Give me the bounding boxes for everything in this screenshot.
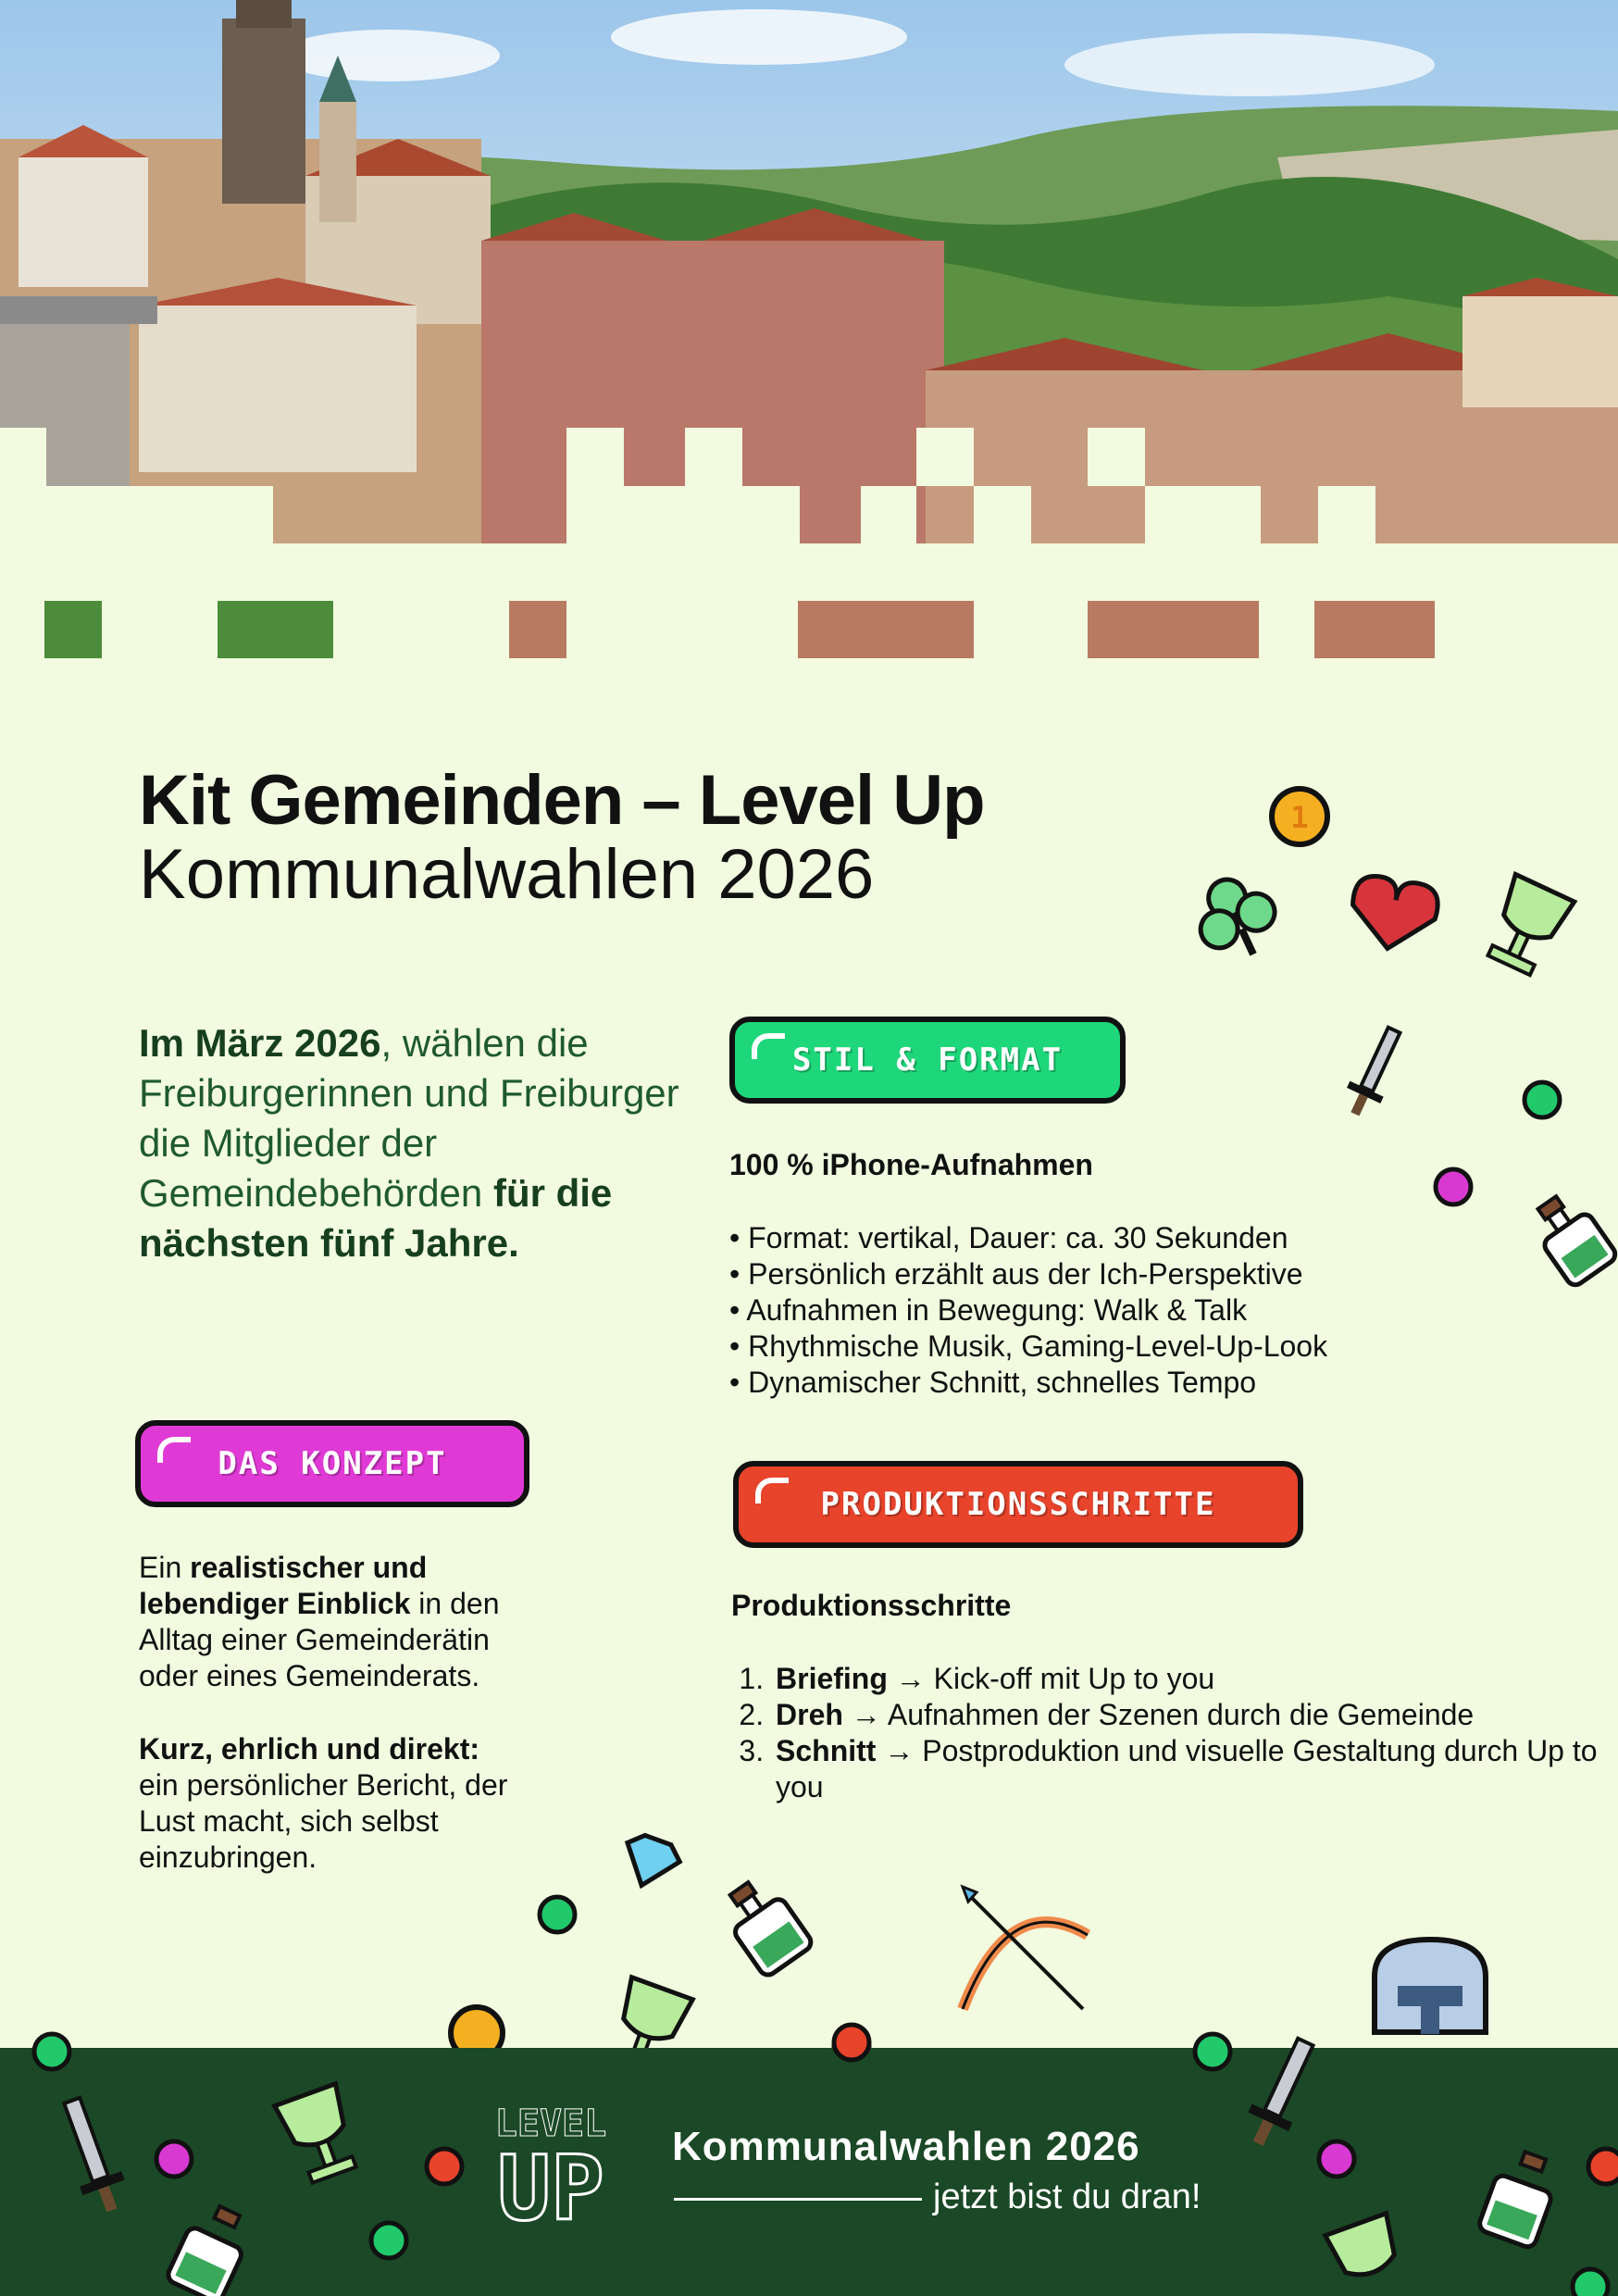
list-item	[772, 1661, 1605, 1697]
sword-icon	[1338, 1022, 1412, 1122]
page-subtitle: Kommunalwahlen 2026	[139, 835, 875, 914]
konzept-paragraph-1	[139, 1550, 546, 1694]
dot-icon	[1195, 2034, 1230, 2069]
konzept-text: in den Alltag einer Gemeinderätin oder eines Gemeinderats.	[139, 1587, 500, 1692]
heart-icon	[1346, 873, 1441, 956]
produktion-pill	[733, 1461, 1303, 1548]
dot-icon	[371, 2223, 406, 2258]
coin-icon	[1272, 789, 1327, 844]
dot-icon	[1436, 1169, 1471, 1204]
list-item: • Persönlich erzählt aus der Ich-Perspektive	[729, 1256, 1562, 1292]
pill-shine	[755, 1478, 789, 1504]
clover-icon	[1184, 865, 1288, 970]
produktion-label: PRODUKTIONSSCHRITTE	[820, 1486, 1216, 1523]
step-title: Briefing	[776, 1662, 888, 1695]
dot-icon	[1573, 2269, 1608, 2296]
dot-icon	[834, 2025, 869, 2060]
dot-icon	[156, 2141, 192, 2177]
step-title: Schnitt	[776, 1734, 877, 1767]
trophy-icon	[1479, 874, 1574, 979]
dot-icon	[1319, 2141, 1354, 2177]
intro-text: , wählen die Freiburgerinnen und Freiburger die Mitglieder der Gemeindebehörden	[139, 1021, 679, 1215]
konzept-text: ein persönlicher Bericht, der Lust macht, sich selbst einzubringen.	[139, 1768, 508, 1874]
trophy-icon	[275, 2084, 365, 2186]
stil-heading: 100 % iPhone-Aufnahmen	[729, 1148, 1093, 1181]
step-text: → Postproduktion und visuelle Gestaltung durch Up to you	[776, 1734, 1598, 1803]
konzept-bold: realistischer und lebendiger Einblick	[139, 1551, 428, 1620]
footer-rule	[674, 2198, 922, 2201]
hero-photo-freiburg	[0, 0, 1618, 662]
potion-icon	[1477, 2145, 1563, 2249]
bow-icon	[963, 1887, 1088, 2009]
svg-text:1: 1	[1290, 800, 1309, 835]
pixel-mosaic-overlay	[0, 0, 1618, 662]
potion-icon	[166, 2199, 257, 2296]
pixel-icons-lower	[426, 1815, 1618, 2048]
trophy-icon	[1326, 2214, 1404, 2284]
intro-paragraph	[139, 1018, 694, 1268]
footer-title: Kommunalwahlen 2026	[672, 2124, 1140, 2169]
list-item	[772, 1697, 1605, 1733]
potion-icon	[1525, 1187, 1618, 1289]
list-item: • Dynamischer Schnitt, schnelles Tempo	[729, 1365, 1562, 1401]
level-up-logo	[481, 2103, 620, 2240]
produktion-steps	[729, 1661, 1605, 1805]
step-text: → Aufnahmen der Szenen durch die Gemeinde	[842, 1698, 1475, 1731]
dot-icon	[427, 2149, 462, 2184]
potion-icon	[715, 1872, 814, 1978]
sword-icon	[51, 2093, 132, 2218]
logo-level-text: LEVEL	[494, 2103, 607, 2145]
list-item	[772, 1733, 1605, 1805]
intro-bold-date: Im März 2026	[139, 1021, 381, 1065]
pill-shine	[157, 1437, 191, 1463]
pixel-icons-upper	[1176, 778, 1618, 1315]
pill-shine	[752, 1033, 785, 1059]
konzept-text: Ein	[139, 1551, 191, 1584]
footer-tagline: jetzt bist du dran!	[933, 2177, 1201, 2216]
page-title: Kit Gemeinden – Level Up	[139, 761, 985, 840]
intro-bold-period: für die nächsten fünf Jahre.	[139, 1171, 613, 1265]
konzept-label: DAS KONZEPT	[218, 1445, 447, 1482]
dot-icon	[540, 1897, 575, 1932]
konzept-bold: Kurz, ehrlich und direkt:	[139, 1732, 480, 1766]
stil-format-pill	[729, 1017, 1126, 1104]
step-title: Dreh	[776, 1698, 843, 1731]
produktion-heading: Produktionsschritte	[731, 1589, 1012, 1622]
dot-icon	[1588, 2149, 1618, 2184]
list-item: • Rhythmische Musik, Gaming-Level-Up-Look	[729, 1329, 1562, 1365]
dot-icon	[1525, 1082, 1560, 1117]
diamond-icon	[616, 1830, 684, 1894]
konzept-pill	[135, 1420, 529, 1507]
stil-format-label: STIL & FORMAT	[791, 1042, 1064, 1079]
sword-icon	[1238, 2032, 1326, 2152]
list-item: • Aufnahmen in Bewegung: Walk & Talk	[729, 1292, 1562, 1329]
list-item: • Format: vertikal, Dauer: ca. 30 Sekunden	[729, 1220, 1562, 1256]
step-text: → Kick-off mit Up to you	[887, 1662, 1215, 1695]
dot-icon	[34, 2034, 69, 2069]
logo-up-text: UP	[497, 2137, 604, 2240]
